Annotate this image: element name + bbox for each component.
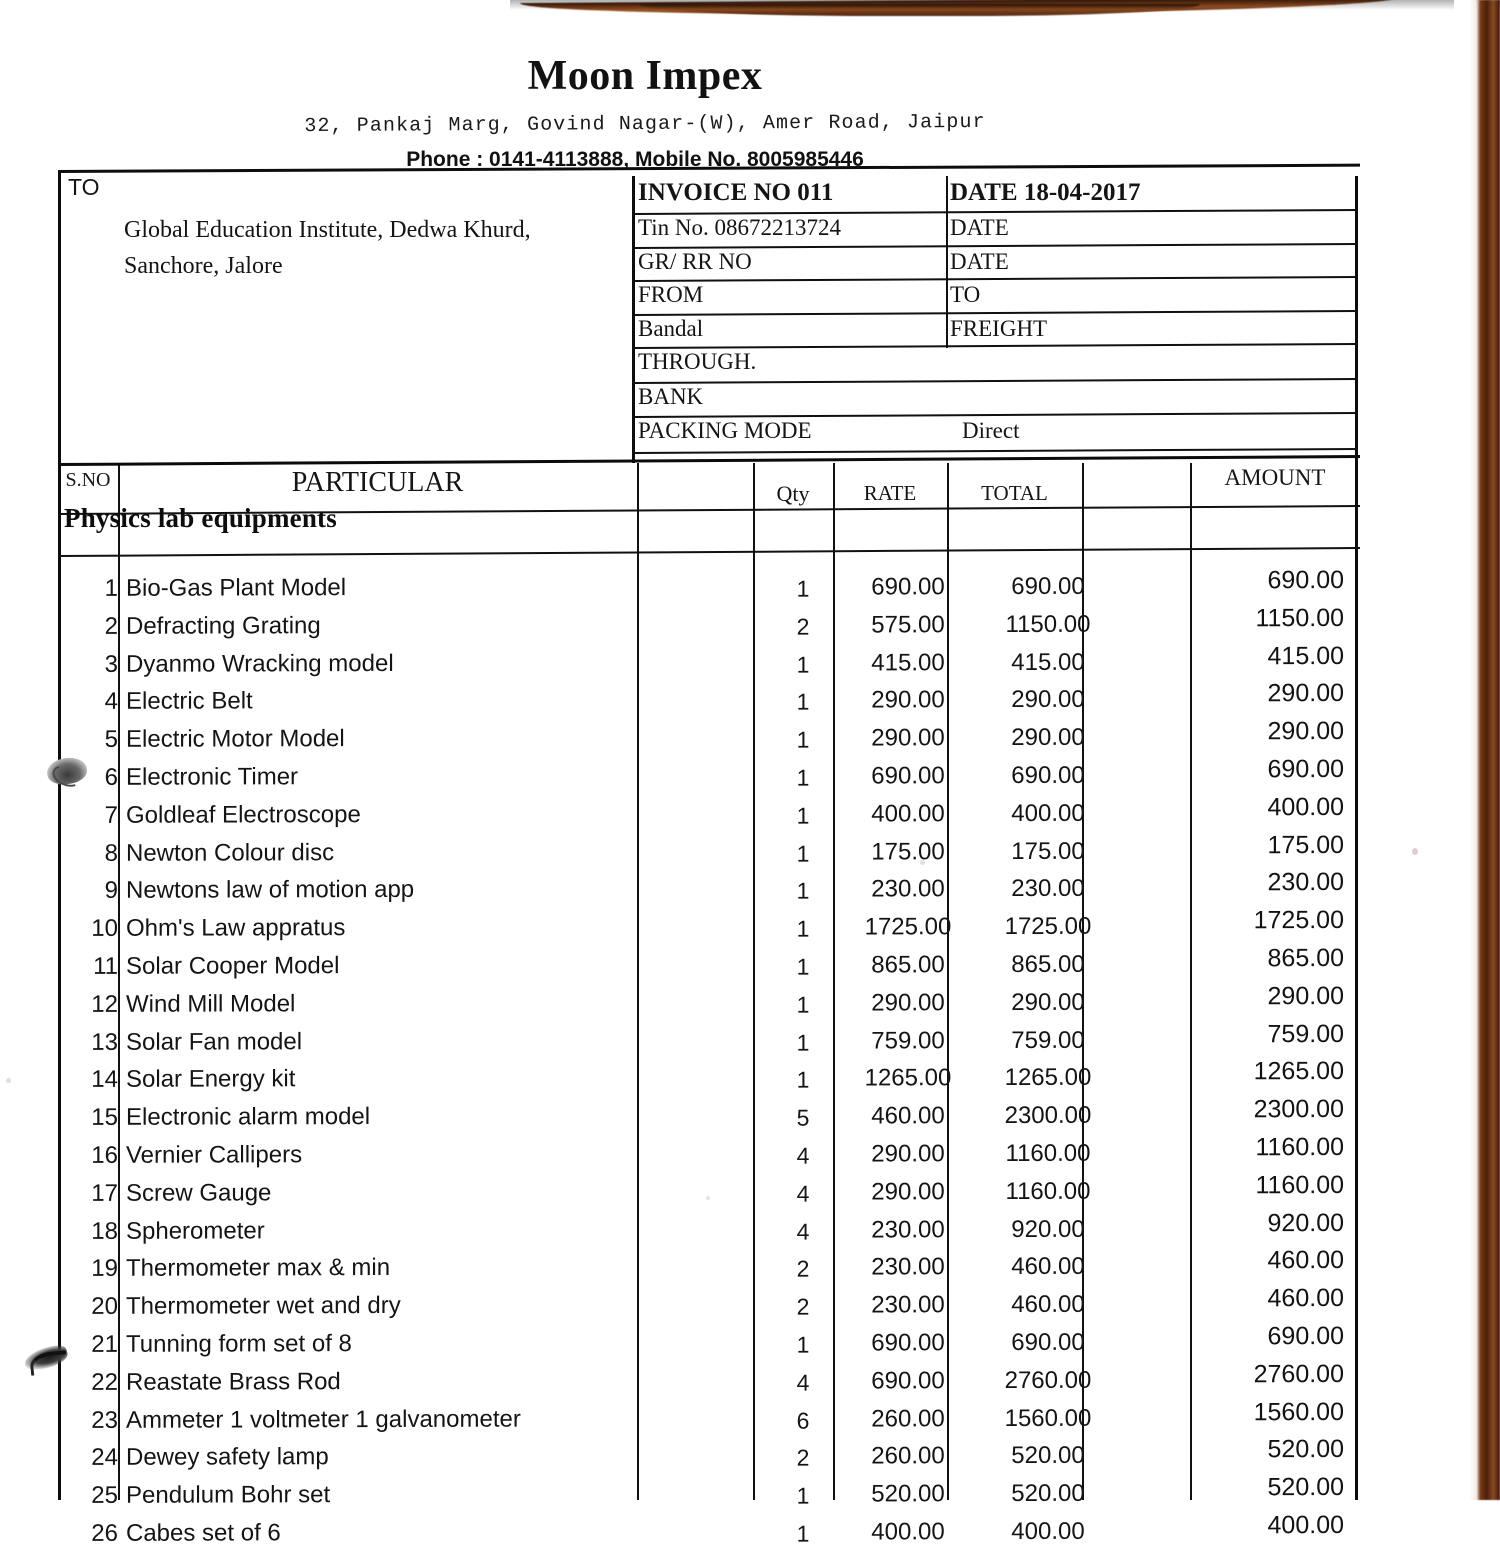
cell-rate: 260.00 [871,1442,945,1470]
cell-total: 690.00 [1011,1328,1085,1357]
cell-particular: Thermometer max & min [126,1254,391,1283]
cell-sno: 21 [91,1330,118,1358]
cell-total: 1160.00 [1005,1139,1091,1168]
header-sno: S.NO [65,469,111,491]
meta-row [632,212,1358,246]
table-row [58,1284,1360,1331]
meta-left-label: PACKING MODE [638,418,812,443]
cell-rate: 690.00 [871,1329,945,1357]
cell-rate: 175.00 [871,837,945,866]
cell-total: 290.00 [1011,988,1085,1016]
cell-rate: 230.00 [871,1215,945,1244]
cell-amount: 230.00 [1267,868,1344,897]
cell-total: 175.00 [1011,837,1085,865]
cell-rate: 400.00 [871,1518,945,1546]
cell-sno: 14 [91,1066,118,1094]
cell-rate: 290.00 [871,686,945,714]
meta-left-label: Bandal [638,315,704,341]
cell-amount: 865.00 [1267,943,1344,973]
cell-rate: 230.00 [871,1253,945,1281]
cell-qty: 4 [796,1142,810,1169]
cell-qty: 1 [796,991,810,1018]
cell-amount: 400.00 [1267,792,1344,821]
cell-total: 920.00 [1011,1215,1085,1243]
cell-sno: 11 [93,952,118,980]
cell-amount: 520.00 [1267,1473,1344,1502]
cell-qty: 5 [796,1104,810,1131]
cell-total: 690.00 [1011,761,1085,790]
header-total: TOTAL [981,481,1048,505]
cell-total: 400.00 [1011,799,1085,827]
cell-total: 1160.00 [1005,1177,1091,1205]
section-title: Physics lab equipments [64,503,337,533]
cell-qty: 1 [796,726,810,753]
header-amount: AMOUNT [1224,465,1326,490]
cell-qty: 2 [796,1256,810,1283]
meta-cell-divider [946,313,948,349]
cell-sno: 6 [104,763,118,791]
cell-total: 759.00 [1011,1026,1085,1054]
cell-particular: Thermometer wet and dry [126,1292,401,1320]
meta-right-label: DATE [950,248,1009,274]
cell-total: 1560.00 [1004,1404,1092,1432]
header-particular: PARTICULAR [291,467,464,498]
cell-amount: 1150.00 [1255,603,1344,633]
cell-total: 865.00 [1011,950,1085,979]
cell-amount: 1160.00 [1255,1132,1344,1162]
company-name: Moon Impex [527,53,763,99]
cell-sno: 4 [104,688,118,716]
cell-rate: 575.00 [871,611,945,639]
cell-amount: 1725.00 [1253,906,1344,935]
cell-rate: 290.00 [871,1140,945,1168]
table-row [58,1132,1360,1180]
cell-sno: 17 [91,1179,118,1207]
cell-amount: 1560.00 [1253,1397,1344,1426]
cell-qty: 1 [796,1067,810,1094]
cell-total: 460.00 [1011,1290,1085,1319]
cell-total: 1725.00 [1004,912,1092,941]
cell-sno: 19 [91,1255,118,1283]
table-row [58,565,1360,613]
cell-particular: Dewey safety lamp [126,1443,329,1472]
cell-sno: 26 [91,1519,118,1547]
cell-total: 520.00 [1011,1479,1085,1508]
cell-rate: 690.00 [871,573,945,601]
cell-sno: 8 [104,839,118,867]
cell-amount: 290.00 [1267,717,1344,746]
cell-total: 690.00 [1011,572,1085,601]
meta-left-label: INVOICE NO 011 [638,179,834,206]
cell-particular: Newton Colour disc [126,838,335,867]
cell-sno: 25 [91,1481,118,1510]
cell-rate: 520.00 [871,1480,945,1508]
cell-qty: 4 [796,1180,810,1207]
cell-qty: 1 [796,1331,810,1358]
cell-particular: Spherometer [126,1216,265,1245]
cell-rate: 230.00 [871,875,945,903]
table-row [58,943,1360,991]
table-row [58,1473,1360,1520]
table-row [58,641,1360,689]
cell-sno: 5 [104,725,118,754]
items-table [58,463,1360,1547]
cell-qty: 2 [796,1445,810,1472]
meta-left-label: FROM [638,282,704,307]
cell-rate: 460.00 [871,1102,945,1130]
cell-sno: 18 [91,1217,118,1245]
cell-sno: 16 [91,1141,118,1169]
cell-qty: 4 [796,1369,810,1396]
cell-sno: 20 [91,1292,118,1321]
cell-particular: Cabes set of 6 [126,1519,281,1547]
table-row [58,1397,1360,1445]
cell-particular: Electric Belt [126,687,253,716]
meta-right-label: DATE [950,215,1009,240]
bill-to-address-line1: Global Education Institute, Dedwa Khurd, [124,217,531,243]
cell-total: 460.00 [1011,1253,1085,1281]
cell-amount: 690.00 [1267,754,1344,784]
table-row [58,1435,1360,1482]
table-row [58,906,1360,953]
meta-right-label: DATE 18-04-2017 [950,179,1141,206]
cell-qty: 1 [796,915,810,942]
cell-total: 520.00 [1011,1442,1085,1470]
table-row [58,754,1360,802]
cell-qty: 2 [796,613,810,640]
header-rate: RATE [863,481,917,505]
cell-particular: Electronic alarm model [126,1103,371,1131]
cell-qty: 1 [796,651,810,678]
cell-rate: 230.00 [871,1291,945,1319]
meta-row-divider [632,448,1358,454]
meta-row [632,381,1358,415]
invoice-meta-grid [632,176,1358,464]
cell-sno: 15 [91,1103,118,1132]
cell-qty: 1 [796,1482,810,1509]
cell-particular: Ohm's Law appratus [126,914,346,942]
table-row [58,717,1360,764]
cell-rate: 690.00 [871,1367,945,1395]
cell-particular: Solar Cooper Model [126,952,340,980]
cell-qty: 1 [796,575,810,602]
cell-amount: 175.00 [1267,830,1344,859]
cell-sno: 23 [91,1406,118,1434]
cell-qty: 1 [796,764,810,791]
cell-amount: 415.00 [1267,641,1344,670]
cell-amount: 1160.00 [1255,1170,1344,1200]
table-row [58,1321,1360,1369]
company-phone: Phone : 0141-4113888, Mobile No. 8005985446 [406,148,864,171]
cell-particular: Electric Motor Model [126,725,345,753]
cell-amount: 290.00 [1267,679,1344,708]
cell-particular: Pendulum Bohr set [126,1481,331,1509]
cell-total: 290.00 [1011,686,1085,714]
cell-sno: 10 [91,914,118,943]
table-row [58,981,1360,1029]
cell-rate: 415.00 [871,648,945,677]
cell-total: 400.00 [1011,1517,1085,1546]
cell-rate: 290.00 [871,724,945,752]
cell-rate: 690.00 [871,762,945,790]
cell-particular: Bio-Gas Plant Model [126,574,347,602]
cell-qty: 1 [796,802,810,829]
cell-sno: 1 [104,574,118,602]
table-row [58,1057,1360,1104]
cell-amount: 690.00 [1267,565,1344,595]
table-row [58,1246,1360,1293]
cell-sno: 13 [91,1028,118,1056]
cell-amount: 460.00 [1267,1246,1344,1275]
cell-amount: 290.00 [1267,981,1344,1010]
cell-qty: 1 [796,878,810,905]
cell-qty: 1 [796,840,810,867]
cell-rate: 260.00 [871,1404,945,1433]
cell-particular: Goldleaf Electroscope [126,800,361,829]
cell-qty: 1 [796,689,810,716]
cell-particular: Screw Gauge [126,1179,272,1207]
cell-rate: 1265.00 [864,1064,952,1092]
meta-cell-divider [946,246,948,282]
cell-total: 1265.00 [1004,1064,1092,1092]
cell-amount: 2760.00 [1253,1359,1344,1389]
table-row [58,830,1360,878]
meta-right-label: TO [950,282,981,307]
meta-cell-divider [946,279,948,315]
cell-rate: 759.00 [871,1026,945,1055]
cell-qty: 6 [796,1407,810,1434]
cell-amount: 520.00 [1267,1435,1344,1464]
cell-total: 1150.00 [1005,610,1091,638]
meta-cell-divider [946,176,948,214]
meta-row [632,279,1358,313]
bill-to-label: TO [68,174,100,200]
meta-left-label: BANK [638,384,704,409]
table-row [58,1510,1360,1558]
table-row [58,1208,1360,1256]
cell-sno: 3 [104,650,118,678]
meta-left-label: THROUGH. [638,349,757,374]
cell-qty: 4 [796,1218,810,1245]
cell-particular: Solar Energy kit [126,1065,296,1094]
cell-amount: 690.00 [1267,1321,1344,1351]
cell-particular: Newtons law of motion app [126,876,415,905]
cell-particular: Wind Mill Model [126,990,296,1018]
table-row [58,603,1360,651]
cell-sno: 22 [91,1368,118,1396]
cell-amount: 460.00 [1267,1284,1344,1313]
cell-rate: 1725.00 [864,913,952,941]
cell-rate: 290.00 [871,1178,945,1206]
cell-particular: Reastate Brass Rod [126,1367,341,1396]
table-row [58,1359,1360,1407]
cell-particular: Solar Fan model [126,1027,303,1056]
cell-particular: Electronic Timer [126,763,299,791]
cell-qty: 1 [796,953,810,980]
cell-qty: 2 [796,1293,810,1320]
table-header-divider [58,547,1360,557]
cell-total: 2760.00 [1004,1366,1092,1394]
table-row [58,1170,1360,1218]
cell-rate: 865.00 [871,951,945,979]
table-row [58,1095,1360,1142]
bill-to-address [124,212,624,284]
cell-sno: 12 [91,990,118,1018]
header-qty: Qty [776,481,810,506]
cell-sno: 2 [104,612,118,640]
meta-right-label: FREIGHT [950,315,1048,341]
cell-sno: 7 [104,801,118,829]
cell-rate: 290.00 [871,989,945,1017]
cell-qty: 1 [796,1029,810,1056]
meta-cell-divider [946,212,948,248]
cell-particular: Tunning form set of 8 [126,1330,352,1358]
cell-amount: 2300.00 [1253,1095,1344,1124]
cell-qty: 1 [796,1520,810,1547]
cell-total: 415.00 [1011,648,1085,676]
meta-row [632,346,1358,381]
cell-total: 2300.00 [1004,1101,1092,1130]
cell-particular: Defracting Grating [126,611,321,640]
meta-row [632,415,1358,451]
cell-particular: Ammeter 1 voltmeter 1 galvanometer [126,1405,521,1434]
cell-particular: Dyanmo Wracking model [126,649,394,678]
meta-left-label: Tin No. 08672213724 [638,215,841,240]
company-address: 32, Pankaj Marg, Govind Nagar-(W), Amer Road, Jaipur [304,110,986,139]
table-row [58,1019,1360,1067]
meta-right-label: Direct [962,418,1020,443]
cell-amount: 1265.00 [1253,1057,1344,1086]
cell-total: 290.00 [1011,723,1085,752]
cell-sno: 9 [104,877,118,905]
cell-rate: 400.00 [871,800,945,828]
meta-row [632,246,1358,280]
cell-amount: 759.00 [1267,1019,1344,1048]
cell-amount: 400.00 [1267,1510,1344,1540]
meta-row [632,176,1358,212]
bill-to-address-line2: Sanchore, Jalore [124,253,283,279]
table-row [58,868,1360,915]
table-row [58,792,1360,840]
cell-sno: 24 [91,1444,118,1472]
cell-total: 230.00 [1011,875,1085,903]
cell-particular: Vernier Callipers [126,1141,303,1169]
meta-row [632,313,1358,347]
meta-left-label: GR/ RR NO [638,248,752,274]
table-row [58,679,1360,726]
cell-amount: 920.00 [1267,1208,1344,1237]
